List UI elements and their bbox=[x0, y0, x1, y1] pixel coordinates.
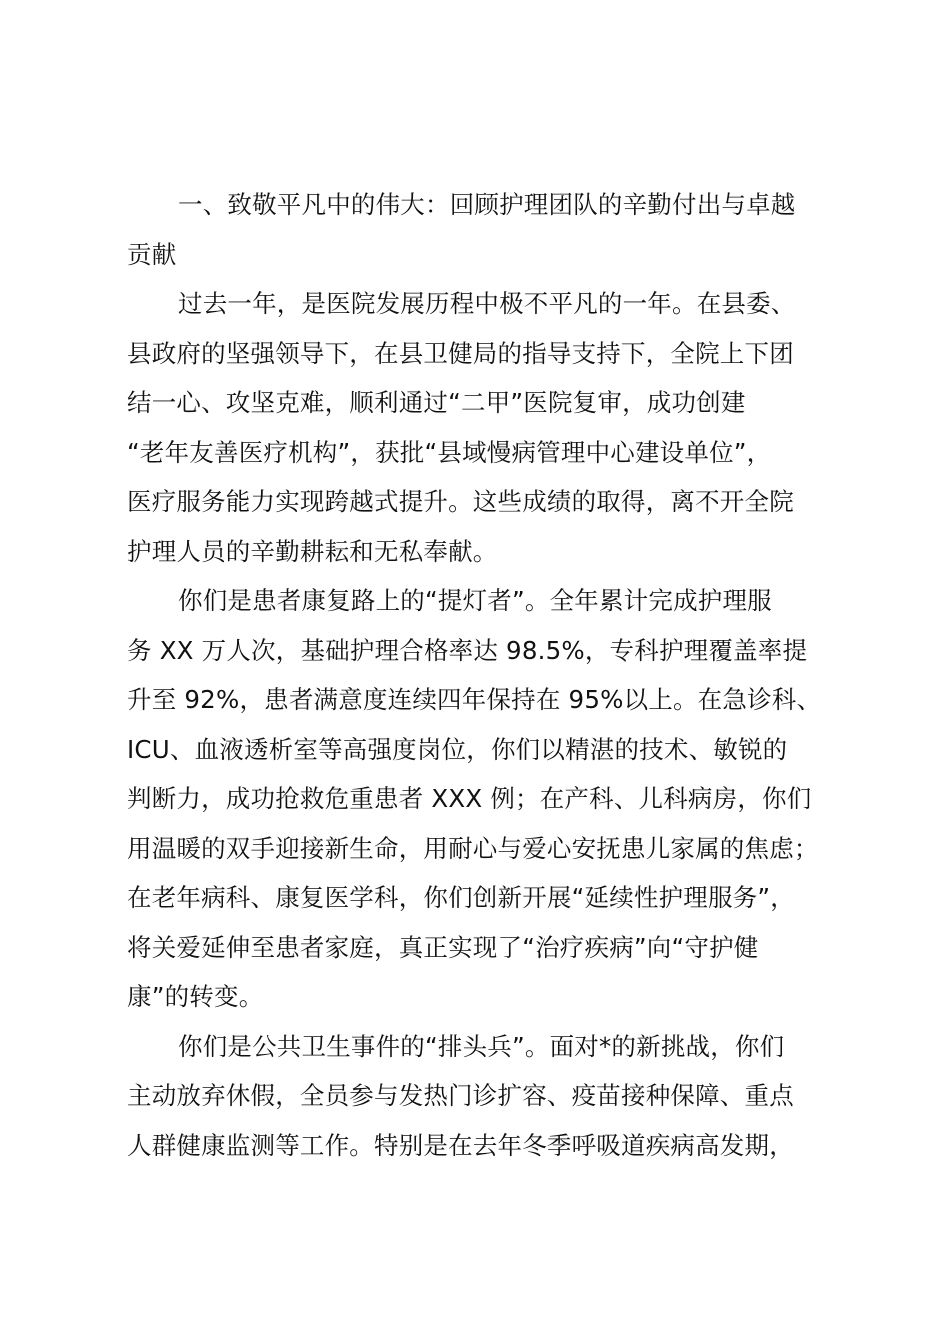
paragraph-1-line-4: “老年友善医疗机构”，获批“县域慢病管理中心建设单位”， bbox=[127, 437, 772, 467]
paragraph-1-line-3: 结一心、攻坚克难，顺利通过“二甲”医院复审，成功创建 bbox=[127, 388, 746, 417]
paragraph-2-line-8: 将关爱延伸至患者家庭，真正实现了“治疗疾病”向“守护健 bbox=[127, 932, 759, 962]
paragraph-2-line-6: 用温暖的双手迎接新生命，用耐心与爱心安抚患儿家属的焦虑； bbox=[127, 833, 819, 863]
paragraph-2-line-9: 康”的转变。 bbox=[127, 982, 264, 1011]
paragraph-3-line-1: 你们是公共卫生事件的“排头兵”。面对*的新挑战，你们 bbox=[178, 1031, 785, 1061]
paragraph-1-line-1: 过去一年，是医院发展历程中极不平凡的一年。在县委、 bbox=[178, 289, 796, 318]
section-heading-line-2: 贡献 bbox=[127, 239, 177, 269]
paragraph-3-line-3: 人群健康监测等工作。特别是在去年冬季呼吸道疾病高发期， bbox=[127, 1130, 794, 1160]
paragraph-2-line-5: 判断力，成功抢救危重患者 XXX 例；在产科、儿科病房，你们 bbox=[127, 784, 812, 813]
paragraph-3-line-2: 主动放弃休假，全员参与发热门诊扩容、疫苗接种保障、重点 bbox=[127, 1081, 794, 1110]
paragraph-2-line-2: 务 XX 万人次，基础护理合格率达 98.5%，专科护理覆盖率提 bbox=[127, 635, 808, 665]
paragraph-1-line-6: 护理人员的辛勤耕耘和无私奉献。 bbox=[127, 536, 498, 566]
paragraph-1-line-5: 医疗服务能力实现跨越式提升。这些成绩的取得，离不开全院 bbox=[127, 487, 794, 516]
paragraph-2-line-3: 升至 92%，患者满意度连续四年保持在 95%以上。在急诊科、 bbox=[127, 685, 822, 714]
paragraph-1-line-2: 县政府的坚强领导下，在县卫健局的指导支持下，全院上下团 bbox=[127, 338, 794, 368]
document-body bbox=[127, 180, 837, 1170]
paragraph-2-line-1: 你们是患者康复路上的“提灯者”。全年累计完成护理服 bbox=[178, 586, 772, 615]
paragraph-2-line-7: 在老年病科、康复医学科，你们创新开展“延续性护理服务”， bbox=[127, 883, 795, 912]
paragraph-2-line-4: ICU、血液透析室等高强度岗位，你们以精湛的技术、敏锐的 bbox=[127, 734, 788, 764]
section-heading-line-1: 一、致敬平凡中的伟大：回顾护理团队的辛勤付出与卓越 bbox=[178, 190, 796, 219]
